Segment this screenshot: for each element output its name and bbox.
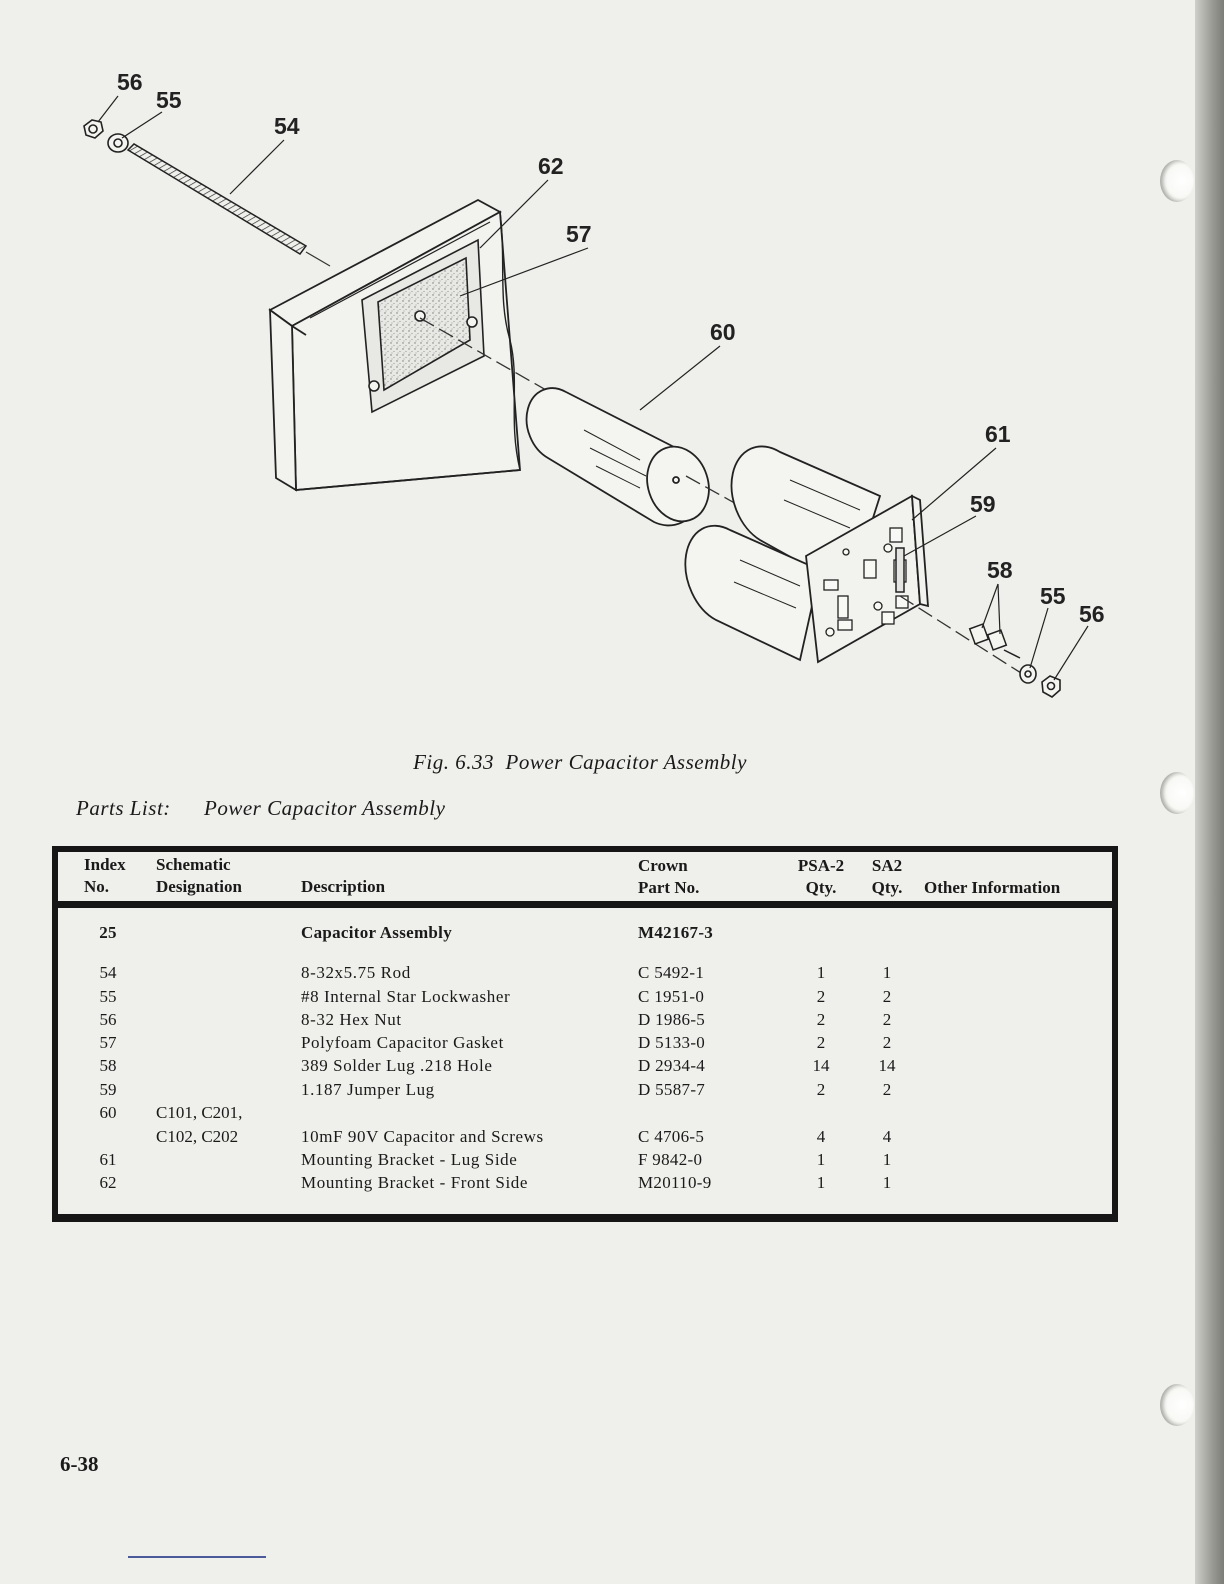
cell-psa2-qty: 1	[816, 1173, 826, 1192]
table-row	[58, 1079, 1112, 1103]
header-schematic-line2: Designation	[156, 877, 242, 896]
table-row	[58, 1009, 1112, 1033]
callout-60: 60	[710, 319, 736, 345]
cell-part-number: D 2934-4	[638, 1056, 706, 1075]
cell-description: 389 Solder Lug .218 Hole	[301, 1056, 493, 1075]
cell-schematic: C101, C201,	[156, 1103, 243, 1122]
table-row	[58, 1149, 1112, 1173]
cell-description: Mounting Bracket - Front Side	[301, 1173, 529, 1192]
cell-index: 62	[99, 1173, 117, 1192]
cell-sa2-qty: 2	[882, 1010, 892, 1029]
cell-part-number: C 4706-5	[638, 1127, 705, 1146]
cell-description: Mounting Bracket - Lug Side	[301, 1150, 518, 1169]
parts-list-heading	[76, 796, 445, 821]
header-index	[84, 854, 126, 898]
cell-part-number: C 5492-1	[638, 963, 705, 982]
cell-description: 10mF 90V Capacitor and Screws	[301, 1127, 544, 1146]
callout-56-top: 56	[117, 69, 143, 95]
table-row	[58, 922, 1112, 946]
cell-description: 8-32 Hex Nut	[301, 1010, 402, 1029]
cell-sa2-qty: 2	[882, 1080, 892, 1099]
cell-index: 56	[99, 1010, 117, 1029]
header-description: Description	[301, 877, 386, 896]
cell-part-number: D 5587-7	[638, 1080, 706, 1099]
cell-psa2-qty: 2	[816, 1033, 826, 1052]
callout-62: 62	[538, 153, 564, 179]
cell-psa2-qty: 1	[816, 1150, 826, 1169]
cell-index: 55	[99, 987, 117, 1006]
cell-psa2-qty: 2	[816, 1080, 826, 1099]
table-row	[58, 962, 1112, 986]
header-index-line1: Index	[84, 855, 126, 874]
binder-hole-middle	[1160, 772, 1194, 814]
cell-description: #8 Internal Star Lockwasher	[301, 987, 511, 1006]
cell-psa2-qty: 1	[816, 963, 826, 982]
assembly-axis-3	[900, 596, 1032, 680]
cell-sa2-qty: 4	[882, 1127, 892, 1146]
header-schematic	[156, 854, 242, 898]
callout-61: 61	[985, 421, 1011, 447]
cell-psa2-qty: 14	[812, 1056, 830, 1075]
figure-caption: Fig. 6.33 Power Capacitor Assembly	[413, 750, 747, 774]
cell-sa2-qty: 2	[882, 1033, 892, 1052]
callout-56-bottom: 56	[1079, 601, 1105, 627]
cell-sa2-qty: 1	[882, 1150, 892, 1169]
header-index-line2: No.	[84, 877, 110, 896]
header-sa2-line2: Qty.	[871, 878, 903, 897]
header-sa2-line1: SA2	[871, 856, 903, 875]
cell-index: 25	[99, 923, 117, 942]
capacitor-60	[527, 388, 719, 529]
cell-part-number: D 1986-5	[638, 1010, 706, 1029]
callout-59: 59	[970, 491, 996, 517]
parts-list-title: Power Capacitor Assembly	[204, 796, 446, 820]
cell-sa2-qty: 2	[882, 987, 892, 1006]
lockwasher-bottom-55	[1020, 665, 1036, 683]
cell-index: 61	[99, 1150, 117, 1169]
solder-lugs-58	[970, 624, 1020, 658]
table-header	[58, 852, 1112, 908]
exploded-assembly-diagram	[0, 0, 1224, 740]
header-psa2-line1: PSA-2	[797, 856, 845, 875]
cell-index: 60	[99, 1103, 117, 1122]
scan-artifact-line	[128, 1556, 266, 1558]
cell-part-number: C 1951-0	[638, 987, 705, 1006]
threaded-rod-54	[128, 144, 306, 254]
cell-index: 54	[99, 963, 117, 982]
cell-part-number: M20110-9	[638, 1173, 712, 1192]
parts-table	[52, 846, 1118, 1222]
header-psa2-qty	[788, 855, 854, 899]
cell-part-number: F 9842-0	[638, 1150, 703, 1169]
callout-54: 54	[274, 113, 300, 139]
nut-top-56	[84, 120, 103, 138]
header-schematic-line1: Schematic	[156, 855, 231, 874]
cell-index: 59	[99, 1080, 117, 1099]
cell-description: Capacitor Assembly	[301, 923, 453, 942]
cell-part-number: D 5133-0	[638, 1033, 706, 1052]
table-row	[58, 1126, 1112, 1150]
header-crown-line2: Part No.	[638, 878, 700, 897]
table-row	[58, 1172, 1112, 1196]
callout-58: 58	[987, 557, 1013, 583]
cell-description: 1.187 Jumper Lug	[301, 1080, 435, 1099]
cell-psa2-qty: 2	[816, 987, 826, 1006]
cell-index: 58	[99, 1056, 117, 1075]
table-row	[58, 1032, 1112, 1056]
header-sa2-qty	[864, 855, 910, 899]
header-other-information: Other Information	[924, 878, 1061, 897]
callout-55-top: 55	[156, 87, 182, 113]
leader-lines	[98, 96, 1088, 680]
header-crown	[638, 855, 699, 899]
page-number: 6-38	[60, 1452, 99, 1476]
cell-schematic: C102, C202	[156, 1127, 239, 1146]
table-row	[58, 986, 1112, 1010]
table-row	[58, 1055, 1112, 1079]
binder-hole-bottom	[1160, 1384, 1194, 1426]
cell-sa2-qty: 14	[878, 1056, 896, 1075]
cell-description: Polyfoam Capacitor Gasket	[301, 1033, 504, 1052]
header-crown-line1: Crown	[638, 856, 688, 875]
cell-sa2-qty: 1	[882, 963, 892, 982]
cell-index: 57	[99, 1033, 117, 1052]
jumper-lug-59	[896, 548, 904, 592]
rod-extension	[306, 252, 330, 266]
nut-bottom-56	[1042, 676, 1060, 697]
cell-description: 8-32x5.75 Rod	[301, 963, 411, 982]
cell-sa2-qty: 1	[882, 1173, 892, 1192]
callout-57: 57	[566, 221, 592, 247]
cell-psa2-qty: 4	[816, 1127, 826, 1146]
table-row	[58, 1102, 1112, 1126]
cell-part-number: M42167-3	[638, 923, 714, 942]
parts-list-label: Parts List:	[76, 796, 171, 820]
callout-55-bottom: 55	[1040, 583, 1066, 609]
header-psa2-line2: Qty.	[805, 878, 837, 897]
cell-psa2-qty: 2	[816, 1010, 826, 1029]
